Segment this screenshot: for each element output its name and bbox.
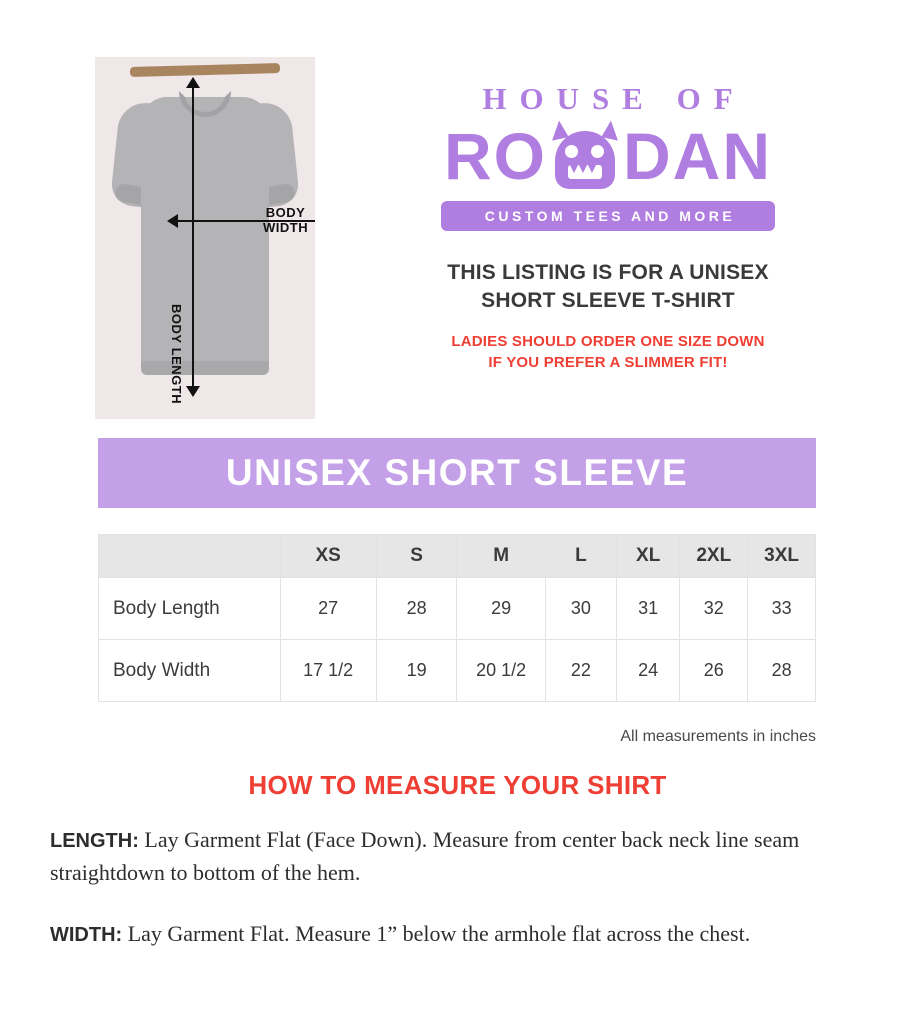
table-header-l: L [545, 535, 616, 578]
length-label: LENGTH: [50, 830, 139, 852]
body-width-label-line1: BODY [265, 205, 306, 220]
how-to-measure-length-paragraph [50, 824, 882, 888]
body-length-label-line1: BODY [169, 304, 184, 344]
ladies-note-line-2: IF YOU PREFER A SLIMMER FIT! [488, 354, 728, 371]
cell-body-length-xs: 27 [280, 578, 376, 640]
width-text: Lay Garment Flat. Measure 1” below the armhole flat across the chest. [122, 921, 751, 946]
how-to-measure-title: HOW TO MEASURE YOUR SHIRT [248, 770, 667, 800]
width-label: WIDTH: [50, 924, 123, 946]
brand-logo-row [331, 119, 885, 193]
cell-body-width-xl: 24 [616, 640, 680, 702]
body-length-arrow-icon [192, 87, 194, 387]
table-row [99, 578, 816, 640]
brand-ro-text: RO [444, 119, 547, 193]
brand-dan-text: DAN [623, 119, 772, 193]
body-length-label-line2: LENGTH [169, 347, 184, 405]
body-width-label-line2: WIDTH [263, 220, 309, 235]
size-chart-banner: UNISEX SHORT SLEEVE [98, 438, 816, 508]
brand-house-of-text: HOUSE OF [482, 81, 746, 116]
cell-body-length-l: 30 [545, 578, 616, 640]
table-header-s: S [376, 535, 457, 578]
top-section [0, 0, 915, 419]
cell-body-length-m: 29 [457, 578, 546, 640]
cell-body-length-3xl: 33 [748, 578, 816, 640]
table-header-3xl: 3XL [748, 535, 816, 578]
brand-block [315, 57, 915, 419]
body-width-label [263, 205, 308, 235]
cell-body-width-m: 20 1/2 [457, 640, 546, 702]
body-length-label [169, 304, 184, 404]
cell-body-width-2xl: 26 [680, 640, 748, 702]
table-header-row [99, 535, 816, 578]
size-chart-table [98, 534, 816, 702]
grey-tshirt-photo [95, 57, 315, 419]
ladies-note [331, 331, 885, 373]
listing-line-1: THIS LISTING IS FOR A UNISEX [447, 261, 769, 284]
cell-body-length-s: 28 [376, 578, 457, 640]
ladies-note-line-1: LADIES SHOULD ORDER ONE SIZE DOWN [451, 333, 765, 350]
listing-description [331, 259, 885, 315]
table-header-xl: XL [616, 535, 680, 578]
row-label-body-length: Body Length [99, 578, 281, 640]
length-text: Lay Garment Flat (Face Down). Measure from center back neck line seam straightdown to bottom of the hem. [50, 827, 800, 885]
cell-body-width-3xl: 28 [748, 640, 816, 702]
cell-body-length-xl: 31 [616, 578, 680, 640]
size-chart-table-container [98, 534, 816, 702]
measurement-units-note: All measurements in inches [620, 728, 816, 745]
cell-body-width-s: 19 [376, 640, 457, 702]
monster-icon [548, 119, 622, 193]
table-header-m: M [457, 535, 546, 578]
table-header-blank [99, 535, 281, 578]
brand-tagline: CUSTOM TEES AND MORE [441, 201, 775, 231]
table-row [99, 640, 816, 702]
table-header-xs: XS [280, 535, 376, 578]
product-photo-container [95, 57, 315, 419]
row-label-body-width: Body Width [99, 640, 281, 702]
cell-body-width-l: 22 [545, 640, 616, 702]
how-to-measure-width-paragraph [50, 918, 882, 951]
cell-body-width-xs: 17 1/2 [280, 640, 376, 702]
listing-line-2: SHORT SLEEVE T-SHIRT [481, 289, 735, 312]
cell-body-length-2xl: 32 [680, 578, 748, 640]
table-header-2xl: 2XL [680, 535, 748, 578]
